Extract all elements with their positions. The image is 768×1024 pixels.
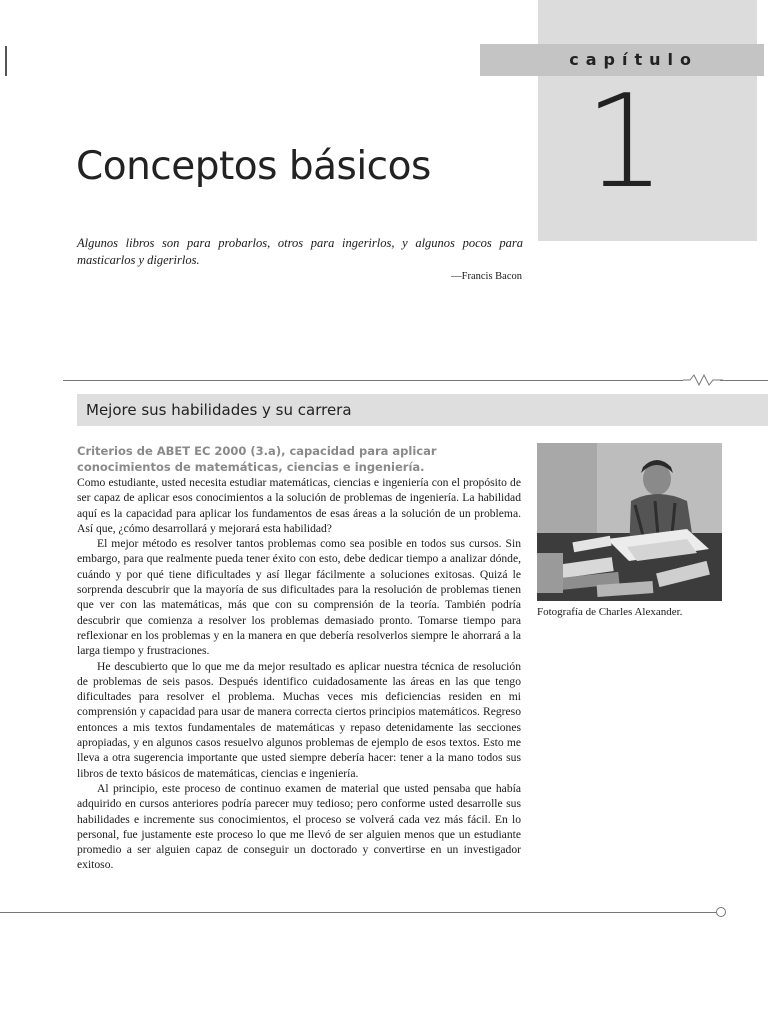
- chapter-label: capítulo: [569, 50, 698, 69]
- paragraph-3: He descubierto que lo que me da mejor resultado es aplicar nuestra técnica de resolución de problemas de seis pasos. Después identifico cuidadosamente las áreas en las que tengo dificultades para resolver el problema. Muchas veces mis deficiencias residen en mi comprensión y capacidad para usar de manera correcta ciertos principios matemáticos. Regreso entonces a mis textos fundamentales de matemáticas y repaso detenidamente las secciones apropiadas, y en algunos casos resuelvo algunos problemas de ejemplo de esos textos. Esto me lleva a otra sugerencia importante que usted siempre debería hacer: tener a la mano todos sus libros de texto básicos de matemáticas, ciencias e ingeniería.: [77, 659, 521, 780]
- section-rule-end: [720, 380, 768, 381]
- section-title: Mejore sus habilidades y su carrera: [86, 401, 352, 419]
- paragraph-2: El mejor método es resolver tantos problemas como sea posible en todos sus cursos. Sin embargo, para que realmente pueda tener éxito con esto, debe dedicar tiempo a analizar dónde, cuándo y por qué tiene dificultades y así llegar fácilmente a soluciones exitosas. Quizá le sorprenda descubrir que la mayoría de sus dificultades para la resolución de problemas tienen que ver con las matemáticas, más que con su comprensión de la teoría. También podría descubrir que comienza a resolver los problemas demasiado pronto. Tomarse tiempo para reflexionar en los problemas y en la manera en que debería resolverlos siempre le ahorrará a la larga tiempo y frustraciones.: [77, 537, 521, 658]
- bottom-rule: [0, 912, 716, 913]
- paragraph-1: Como estudiante, usted necesita estudiar matemáticas, ciencias e ingeniería con el propósito de ser capaz de aplicar esos conocimientos a la solución de problemas de ingeniería. La habilidad aquí es la capacidad para aplicar los fundamentos de esas áreas a la solución de un problema. Así que, ¿cómo desarrollará y mejorará esta habilidad?: [77, 476, 521, 535]
- abet-criteria-heading: Criterios de ABET EC 2000 (3.a), capacidad para aplicar conocimientos de matemáticas, ciencias e ingeniería.: [77, 444, 437, 474]
- body-text: [77, 475, 521, 873]
- epigraph-author: —Francis Bacon: [451, 271, 522, 282]
- author-photo: [537, 443, 722, 601]
- circle-ornament: [716, 907, 726, 917]
- section-rule: [63, 380, 683, 381]
- epigraph-quote: Algunos libros son para probarlos, otros para ingerirlos, y algunos pocos para masticarlos y digerirlos.: [77, 236, 523, 267]
- paragraph-4: Al principio, este proceso de continuo examen de material que usted pensaba que había adquirido en cursos anteriores podría parecer muy tedioso; pero conforme usted desarrolle sus habilidades e incremente sus conocimientos, el proceso se volverá cada vez más fácil. En lo personal, fue justamente este proceso lo que me llevó de ser alguien menos que un estudiante promedio a ser alguien capaz de conseguir un doctorado y convertirse en un investigador exitoso.: [77, 781, 521, 872]
- photo-caption: Fotografía de Charles Alexander.: [537, 606, 683, 618]
- margin-tick: [5, 46, 7, 76]
- author-photo-illustration: [537, 443, 722, 601]
- chapter-title: Conceptos básicos: [76, 144, 431, 189]
- zigzag-ornament: [683, 372, 723, 388]
- chapter-number: 1: [584, 68, 666, 217]
